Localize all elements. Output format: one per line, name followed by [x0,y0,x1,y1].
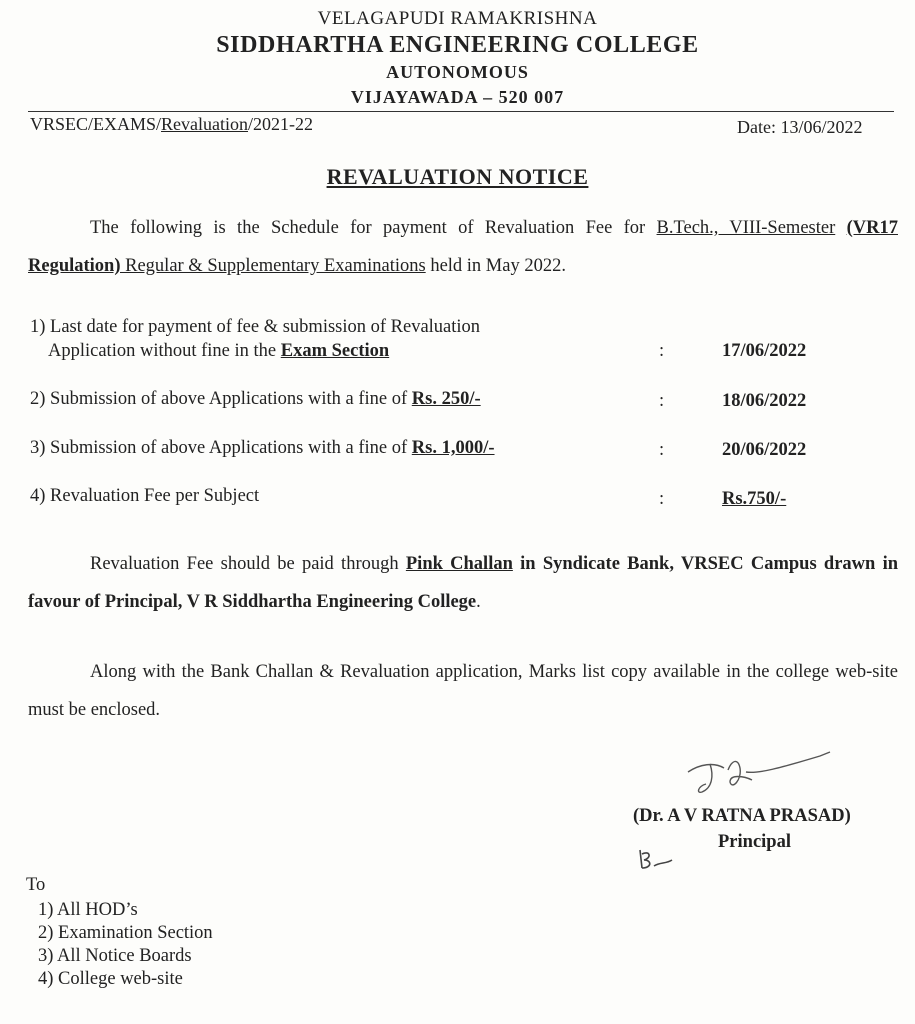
schedule-item-1 [30,315,480,363]
payment-bank-details: in Syndicate Bank, VRSEC Campus drawn in favour of Principal, V R Siddhartha Engineering College [28,554,898,612]
schedule-item-4: 4) Revaluation Fee per Subject [30,486,260,506]
intro-text-5: held in May 2022. [425,256,566,276]
reference-suffix: /2021-22 [248,114,314,134]
intro-regulation: (VR17 Regulation) [28,218,898,276]
initials-mark [636,844,676,874]
signatory-name: (Dr. A V RATNA PRASAD) [633,806,851,826]
schedule-date-3: 20/06/2022 [722,440,807,460]
payment-text-1: Revaluation Fee should be paid through [90,554,406,574]
payment-paragraph [28,545,898,621]
signature-mark [680,746,840,806]
exam-section-label: Exam Section [280,341,390,361]
schedule-colon-2: : [659,391,665,411]
schedule-item-3-text: 3) Submission of above Applications with a fine of [30,438,412,458]
reference-number [30,114,313,135]
autonomous-label: AUTONOMOUS [386,62,529,82]
fine-amount-1000: Rs. 1,000/- [411,438,495,458]
schedule-item-2-text: 2) Submission of above Applications with a fine of [30,389,412,409]
list-item: 1) All HOD’s [38,900,138,920]
header-divider [28,111,894,112]
revaluation-fee-amount: Rs.750/- [722,489,787,509]
schedule-colon-4: : [659,489,665,509]
payment-period: . [476,592,481,612]
intro-text-1: The following is the Schedule for payment of Revaluation Fee for [90,218,657,238]
list-item: 3) All Notice Boards [38,946,192,966]
intro-exams: Regular & Supplementary Examinations [120,256,426,276]
intro-course: B.Tech., VIII-Semester [656,218,836,238]
recipients-to-label: To [26,875,46,895]
schedule-date-1: 17/06/2022 [722,341,807,361]
recipients-list [38,899,213,991]
reference-prefix: VRSEC/EXAMS/ [30,114,162,134]
list-item: 2) Examination Section [38,923,213,943]
college-name-line-2: SIDDHARTHA ENGINEERING COLLEGE [216,32,699,58]
notice-title: REVALUATION NOTICE [326,164,589,189]
schedule-item-3 [30,436,495,460]
schedule-colon-1: : [659,341,665,361]
college-address: VIJAYAWADA – 520 007 [350,87,565,107]
reference-underlined: Revaluation [161,114,249,134]
schedule-item-1-line-2 [30,339,480,363]
signatory-designation: Principal [718,832,791,852]
enclosure-paragraph: Along with the Bank Challan & Revaluation application, Marks list copy available in the college web-site must be enclosed. [28,662,898,720]
fine-amount-250: Rs. 250/- [411,389,481,409]
notice-date: Date: 13/06/2022 [737,117,863,137]
list-item: 4) College web-site [38,969,183,989]
schedule-date-2: 18/06/2022 [722,391,807,411]
intro-paragraph [28,209,898,285]
pink-challan-label: Pink Challan [405,554,513,574]
schedule-item-1-line-1: 1) Last date for payment of fee & submission of Revaluation [30,317,481,337]
college-name-line-1: VELAGAPUDI RAMAKRISHNA [317,8,598,29]
schedule-colon-3: : [659,440,665,460]
schedule-item-2 [30,387,481,411]
schedule-item-1-text: Application without fine in the [48,341,281,361]
